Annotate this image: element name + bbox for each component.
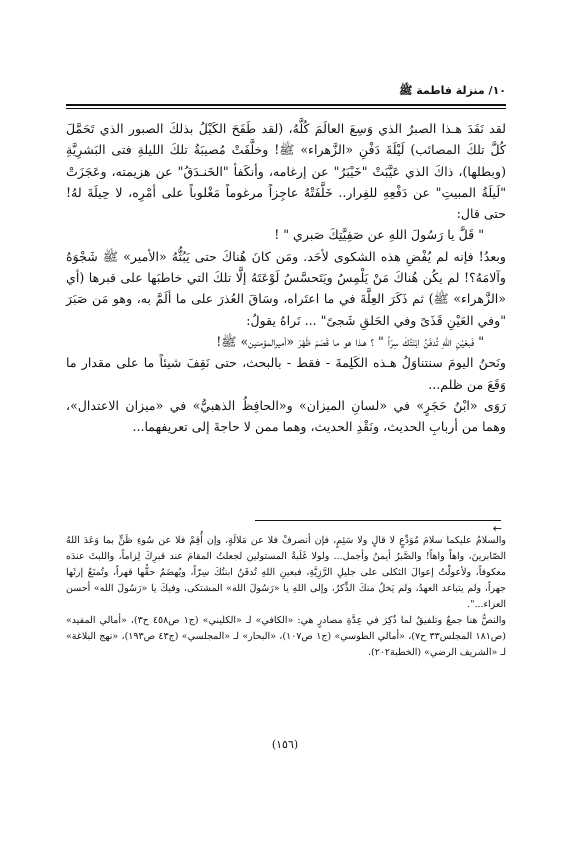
paragraph-3: ونَحنُ اليومَ سنتناوَلُ هـذه الكَلِمةَ - فقط - بالبحث، حتى نَقِفَ شيئاً ما على مقدار ما وَقَعَ من ظلم... (66, 355, 506, 392)
paragraph-4: رَوَى «ابْنُ حَجَرٍ» في «لسانِ الميزان» و«الحافِظُ الذهبيُّ» في «ميزان الاعتدال»، وهما من أربابِ الحديث، ونَقْدِ الحديث، وهما ممن لا حاجةَ إلى تعريفهما... (66, 397, 506, 435)
page-number: (١٥٦) (271, 738, 299, 751)
footnotes (66, 533, 506, 661)
footnote-continuation-arrow: ← (492, 522, 502, 535)
header-rule-thin (66, 108, 506, 109)
footnote-paragraph-1: والسلامُ عليكما سلامَ مُوَدِّعٍ لا قالٍ ولا سَئِمٍ، فإن أنصرفْ فلا عن مَلالَةٍ، وإن أُقِمْ فلا عن سُوءِ ظَنٍّ بما وَعَدَ اللهُ الصّابرينَ، واهاً واهاً! والصَّبرُ أيمنُ وأجمل... ولولا غَلَبةُ المستولين لجعلتُ المقامَ عند قبرِكَ لِزاماً، واللبثَ عندَه معكوفاً، ولأعولْتُ إعوالَ الثكلى على جليلِ الرَّزِيَّةِ، فبعينِ اللهِ تُدفَنُ ابنتُكَ سِرّاً، ويُهضَمُ حقُّها قهراً، وتُمنَعُ إرثَها جهراً، ولم يتباعد العهدُ، ولم يَخلُ منكَ الذِّكرُ، وإلى اللهِ يا «رَسُولَ الله» المشتكى، وفيكَ يا «رَسُولَ الله» أحسن العزاء...". (66, 535, 506, 610)
paragraph-2: وبعدُ! فإنه لم يُفْضِ هذه الشكوى لأحَد. ومَن كانَ هُناكَ حتى يَبُثُّهُ «الأمير» ﷺ شَجْوَهُ وآلامَهُ؟! لم يكُن هُناكَ مَنْ يَلْمِسُ ويَتَحسَّسُ لَوْعَتَهُ إلَّا تلكَ التي خاطبَها على قبرها (أي «الزَّهراء» ﷺ) ثم ذَكَرَ العِلَّةَ في ما اعتَراه، وسَاقَ العُذرَ على ما ألَمَّ به، وهو مَن صَبَرَ "وفي العَيْنِ قَذَىً وفي الحَلقِ شَجىً" ... نَراهُ يقولُ: (66, 248, 506, 328)
running-header (66, 82, 506, 102)
quote-1: " قَلَّ يا رَسُولَ اللهِ عن صَفِيَّتِكَ صَبري " ! (274, 227, 484, 243)
footnote-rule (255, 520, 501, 521)
header-title: ١٠/ منزلة فاطمة ﷺ (399, 84, 506, 97)
paragraph-1: لقد نَفَدَ هـذا الصبرُ الذي وَسِعَ العالَمَ كُلَّهُ، (لقد طَفَحَ الكَيْلُ بذلكَ الصبور الذي تَحَمَّلَ كُلَّ تلكَ المصائب) لَيْلَةَ دَفْنِ «الزَّهراء» ﷺ! وخلَّفَتْ مُصيبَةُ تلكَ الليلةِ فتى البَشرِيَّةِ (وبطلها)، ذاكَ الذي عَيَّبَتْ "خَيْبَرُ" عن إرغامه، وأنكَفأ "الخَنـدَقُ" عن هزيمته، وعَجَزَتْ "لَيلَةُ المبيتِ" عن دَفْعِهِ للفِرار.. خَلَّفَتْهُ عاجِزاً مرغوماً مَغْلوباً على أمْرِه، لا حِيلَةَ لهُ! حتى قال: (66, 121, 506, 222)
header-rule-thick (66, 104, 506, 106)
quote-2: " فَبعَيْنِ اللهِ تُدفَنُ ابْنَتُكَ سِرّاً " ؟ هـذا هو ما قَصَمَ ظَهْرَ «أميرالمؤمنين» ﷺ! (216, 333, 484, 349)
footnote-paragraph-2: والنصُّ هنا جمعٌ وتلفيقٌ لما ذُكِرَ في عِدَّةِ مصادرٍ هي: «الكافي» لـ «الكليني» (ج١ ص٤٥٨ ح٣)، «أمالي المفيد» (ص١٨١ المجلس٣٣ ح٧)، «أمالي الطوسي» (ج١ ص١٠٧)، «البحار» لـ «المجلسي» (ج٤٣ ص١٩٣)، «نهج البلاغة» لـ «الشريف الرضي» (الخطبة٢٠٢). (66, 615, 506, 658)
main-text (66, 118, 506, 437)
